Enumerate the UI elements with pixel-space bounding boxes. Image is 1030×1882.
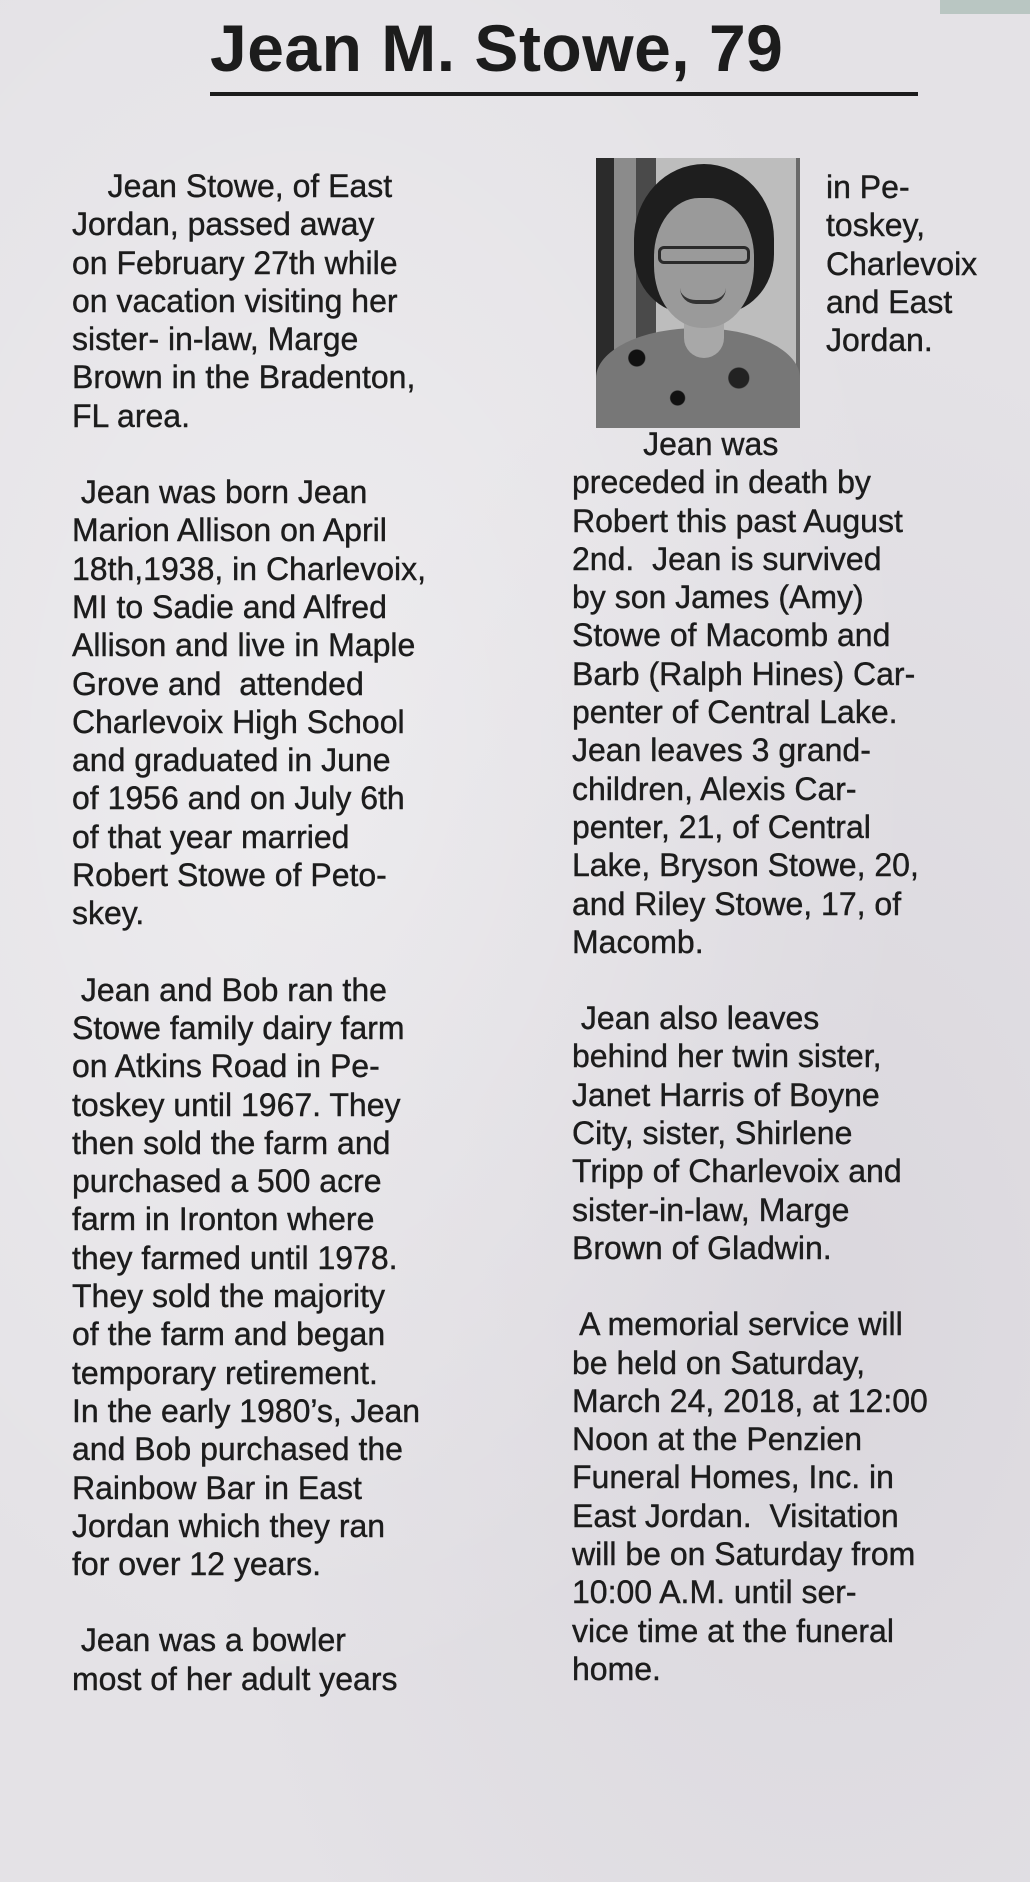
text-line: in Pe- — [826, 169, 910, 205]
right-column — [572, 425, 928, 1688]
title-underline — [210, 92, 918, 96]
text-line: Rainbow Bar in East — [72, 1469, 362, 1506]
text-line: on Atkins Road in Pe- — [72, 1048, 380, 1085]
text-line: purchased a 500 acre — [72, 1163, 382, 1200]
text-line: Jordan. — [826, 322, 933, 359]
text-line: Jordan which they ran — [72, 1507, 386, 1544]
text-line: toskey until 1967. They — [72, 1086, 401, 1123]
paragraph-5 — [572, 425, 928, 961]
text-line: Tripp of Charlevoix and — [572, 1153, 902, 1190]
text-line: and Bob purchased the — [72, 1431, 403, 1468]
text-line: March 24, 2018, at 12:00 — [572, 1382, 928, 1419]
text-line: behind her twin sister, — [572, 1038, 882, 1075]
text-line: Funeral Homes, Inc. in — [572, 1459, 894, 1496]
text-line: of the farm and began — [72, 1316, 386, 1353]
text-line: be held on Saturday, — [572, 1344, 865, 1381]
text-line: children, Alexis Car- — [572, 770, 857, 807]
text-line: Jean was born Jean — [72, 474, 368, 511]
text-line: Janet Harris of Boyne — [572, 1076, 880, 1113]
text-line: Charlevoix — [826, 245, 978, 282]
text-line: then sold the farm and — [72, 1124, 391, 1161]
text-line: farm in Ironton where — [72, 1201, 375, 1238]
text-line: MI to Sadie and Alfred — [72, 588, 387, 625]
text-line: Jordan, passed away — [72, 206, 375, 243]
paragraph-beside-photo — [826, 167, 977, 358]
text-line: East Jordan. Visitation — [572, 1497, 899, 1534]
paragraph-3 — [72, 971, 426, 1584]
text-line: Brown in the Bradenton, — [72, 359, 416, 396]
right-column-beside-photo — [826, 167, 977, 358]
text-line: Robert this past August — [572, 502, 903, 539]
portrait-photo — [596, 158, 800, 428]
text-line: Charlevoix High School — [72, 703, 405, 740]
text-line: Jean Stowe, of East — [72, 168, 393, 204]
paragraph-2 — [72, 473, 426, 933]
text-line: Jean was a bowler — [72, 1622, 346, 1659]
text-line: for over 12 years. — [72, 1546, 321, 1583]
text-line: and Riley Stowe, 17, of — [572, 885, 902, 922]
text-line: penter of Central Lake. — [572, 694, 898, 731]
text-line: Stowe family dairy farm — [72, 1009, 405, 1046]
text-line: Barb (Ralph Hines) Car- — [572, 655, 916, 692]
text-line: 18th,1938, in Charlevoix, — [72, 550, 426, 587]
text-line: and East — [826, 283, 953, 320]
text-line: Noon at the Penzien — [572, 1421, 862, 1458]
paragraph-4 — [72, 1621, 426, 1698]
text-line: 2nd. Jean is survived — [572, 540, 882, 577]
paragraph-7 — [572, 1305, 928, 1688]
text-line: they farmed until 1978. — [72, 1239, 398, 1276]
text-line: In the early 1980’s, Jean — [72, 1392, 421, 1429]
text-line: preceded in death by — [572, 464, 871, 501]
text-line: by son James (Amy) — [572, 579, 864, 616]
text-line: on February 27th while — [72, 244, 398, 281]
text-line: Robert Stowe of Peto- — [72, 857, 387, 894]
text-line: FL area. — [72, 397, 190, 434]
text-line: most of her adult years — [72, 1660, 398, 1697]
text-line: Marion Allison on April — [72, 512, 387, 549]
text-line: vice time at the funeral — [572, 1612, 894, 1649]
scan-edge — [940, 0, 1030, 14]
text-line: of that year married — [72, 818, 350, 855]
text-line: sister- in-law, Marge — [72, 321, 359, 358]
text-line: Jean and Bob ran the — [72, 971, 387, 1008]
text-line: home. — [572, 1650, 661, 1687]
text-line: Jean leaves 3 grand- — [572, 732, 871, 769]
text-line: Lake, Bryson Stowe, 20, — [572, 847, 919, 884]
text-line: Jean was — [572, 426, 779, 462]
text-line: and graduated in June — [72, 742, 391, 779]
text-line: will be on Saturday from — [572, 1536, 916, 1573]
text-line: They sold the majority — [72, 1278, 386, 1315]
text-line: A memorial service will — [572, 1306, 903, 1343]
text-line: temporary retirement. — [72, 1354, 378, 1391]
text-line: Stowe of Macomb and — [572, 617, 891, 654]
text-line: toskey, — [826, 207, 925, 244]
obituary-title: Jean M. Stowe, 79 — [210, 11, 784, 85]
text-line: Brown of Gladwin. — [572, 1229, 832, 1266]
paragraph-1 — [72, 167, 426, 435]
text-line: penter, 21, of Central — [572, 808, 871, 845]
text-line: on vacation visiting her — [72, 282, 398, 319]
text-line: Grove and attended — [72, 665, 364, 702]
text-line: of 1956 and on July 6th — [72, 780, 405, 817]
left-column — [72, 167, 426, 1698]
text-line: Macomb. — [572, 923, 704, 960]
text-line: 10:00 A.M. until ser- — [572, 1574, 857, 1611]
text-line: skey. — [72, 895, 145, 932]
paragraph-6 — [572, 999, 928, 1267]
text-line: sister-in-law, Marge — [572, 1191, 850, 1228]
text-line: Jean also leaves — [572, 1000, 820, 1037]
text-line: Allison and live in Maple — [72, 627, 416, 664]
text-line: City, sister, Shirlene — [572, 1115, 853, 1152]
